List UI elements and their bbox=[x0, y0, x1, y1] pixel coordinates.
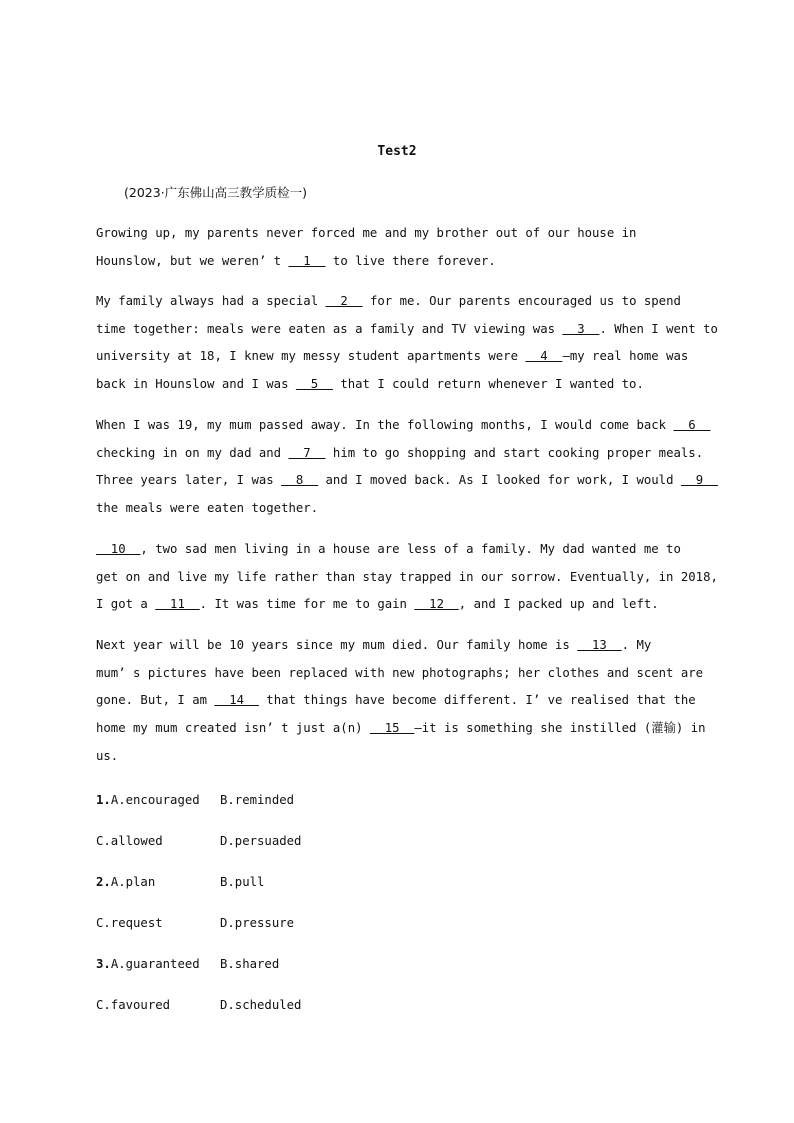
question-1-row-ab bbox=[96, 790, 295, 810]
text-segment: Growing up, my parents never forced me and my brother out of our house in bbox=[96, 226, 637, 240]
paragraph-line bbox=[96, 248, 696, 276]
paragraph-line bbox=[96, 687, 696, 715]
blank-7: 7 bbox=[288, 445, 326, 460]
option-a: A.guaranteed bbox=[110, 957, 200, 971]
paragraph-line bbox=[96, 220, 696, 248]
paragraph-5 bbox=[96, 632, 706, 770]
text-segment: checking in on my dad and bbox=[96, 445, 289, 460]
paragraph-line bbox=[96, 316, 718, 344]
blank-10: 10 bbox=[96, 542, 141, 556]
question-3-row-ab bbox=[96, 954, 280, 974]
question-2-row-cd bbox=[96, 913, 295, 933]
blank-1: 1 bbox=[288, 253, 326, 268]
text-segment: , and I packed up and left. bbox=[458, 597, 659, 612]
blank-12: 12 bbox=[414, 597, 459, 612]
paragraph-line bbox=[96, 288, 696, 316]
option-b: B.pull bbox=[220, 875, 265, 889]
blank-2: 2 bbox=[325, 294, 363, 308]
paragraph-line bbox=[96, 495, 696, 523]
question-number: 3. bbox=[96, 957, 111, 971]
option-d: D.pressure bbox=[220, 916, 295, 930]
text-segment: My family always had a special bbox=[96, 294, 326, 308]
text-segment: university at 18, I knew my messy student apartments were bbox=[96, 349, 526, 364]
blank-14: 14 bbox=[214, 693, 259, 708]
text-segment: get on and live my life rather than stay trapped in our sorrow. Eventually, in 2018, bbox=[96, 569, 718, 584]
blank-13: 13 bbox=[577, 638, 622, 652]
exam-source: (2023·广东佛山高三教学质检一) bbox=[124, 185, 308, 200]
text-segment: When I was 19, my mum passed away. In the following months, I would come back bbox=[96, 418, 674, 432]
blank-15: 15 bbox=[369, 721, 415, 736]
text-segment: mum’ s pictures have been replaced with new photographs; her clothes and scent are bbox=[96, 665, 704, 680]
option-b: B.shared bbox=[220, 957, 280, 971]
text-segment: home my mum created isn’ t just a(n) bbox=[96, 721, 370, 736]
option-a: A.encouraged bbox=[110, 793, 200, 807]
text-segment: . My bbox=[621, 638, 652, 652]
paragraph-line bbox=[96, 371, 696, 399]
blank-5: 5 bbox=[295, 377, 333, 392]
paragraph-line bbox=[96, 412, 711, 440]
text-segment: that things have become different. I’ ve realised that the bbox=[258, 693, 696, 708]
text-segment: I got a bbox=[96, 597, 156, 612]
blank-9: 9 bbox=[680, 473, 718, 488]
option-c: C.allowed bbox=[96, 834, 163, 848]
text-segment: Three years later, I was bbox=[96, 473, 282, 488]
paragraph-line bbox=[96, 467, 718, 495]
paragraph-line bbox=[96, 660, 704, 688]
paragraph-line bbox=[96, 440, 704, 468]
paragraph-3 bbox=[96, 412, 718, 523]
blank-8: 8 bbox=[281, 473, 319, 488]
option-a: A.plan bbox=[110, 875, 156, 889]
question-3-row-cd bbox=[96, 995, 302, 1015]
text-segment: that I could return whenever I wanted to. bbox=[332, 377, 644, 392]
text-segment: for me. Our parents encouraged us to spend bbox=[362, 294, 681, 308]
paragraph-line bbox=[96, 591, 696, 619]
text-segment: the meals were eaten together. bbox=[96, 501, 319, 516]
blank-6: 6 bbox=[673, 418, 711, 432]
text-segment: . When I went to bbox=[599, 321, 718, 336]
question-1-row-cd bbox=[96, 831, 302, 851]
text-segment: —my real home was bbox=[562, 349, 689, 364]
paragraph-4 bbox=[96, 536, 718, 619]
option-c: C.favoured bbox=[96, 998, 171, 1012]
paragraph-line bbox=[96, 564, 718, 592]
text-segment: . It was time for me to gain bbox=[199, 597, 415, 612]
blank-11: 11 bbox=[155, 597, 200, 612]
text-segment: , two sad men living in a house are less of a family. My dad wanted me to bbox=[140, 542, 681, 556]
paragraph-1 bbox=[96, 220, 696, 275]
blank-3: 3 bbox=[562, 321, 600, 336]
option-c: C.request bbox=[96, 916, 163, 930]
paragraph-2 bbox=[96, 288, 718, 399]
text-segment: back in Hounslow and I was bbox=[96, 377, 296, 392]
text-segment: —it is something she instilled (灌输) in bbox=[414, 721, 706, 736]
text-segment: him to go shopping and start cooking proper meals. bbox=[325, 445, 704, 460]
text-segment: and I moved back. As I looked for work, I would bbox=[318, 473, 681, 488]
text-segment: Hounslow, but we weren’ t bbox=[96, 253, 289, 268]
paragraph-line bbox=[96, 632, 696, 660]
paragraph-line bbox=[96, 536, 696, 564]
option-d: D.persuaded bbox=[220, 834, 302, 848]
option-d: D.scheduled bbox=[220, 998, 302, 1012]
text-segment: to live there forever. bbox=[325, 253, 496, 268]
text-segment: time together: meals were eaten as a family and TV viewing was bbox=[96, 321, 563, 336]
question-number: 2. bbox=[96, 875, 111, 889]
paragraph-line bbox=[96, 715, 706, 743]
question-2-row-ab bbox=[96, 872, 265, 892]
option-b: B.reminded bbox=[220, 793, 295, 807]
paragraph-line bbox=[96, 343, 696, 371]
page-title: Test2 bbox=[377, 144, 417, 159]
text-segment: us. bbox=[96, 748, 119, 763]
paragraph-line bbox=[96, 743, 696, 771]
blank-4: 4 bbox=[525, 349, 563, 364]
text-segment: gone. But, I am bbox=[96, 693, 215, 708]
text-segment: Next year will be 10 years since my mum died. Our family home is bbox=[96, 638, 578, 652]
question-number: 1. bbox=[96, 793, 111, 807]
